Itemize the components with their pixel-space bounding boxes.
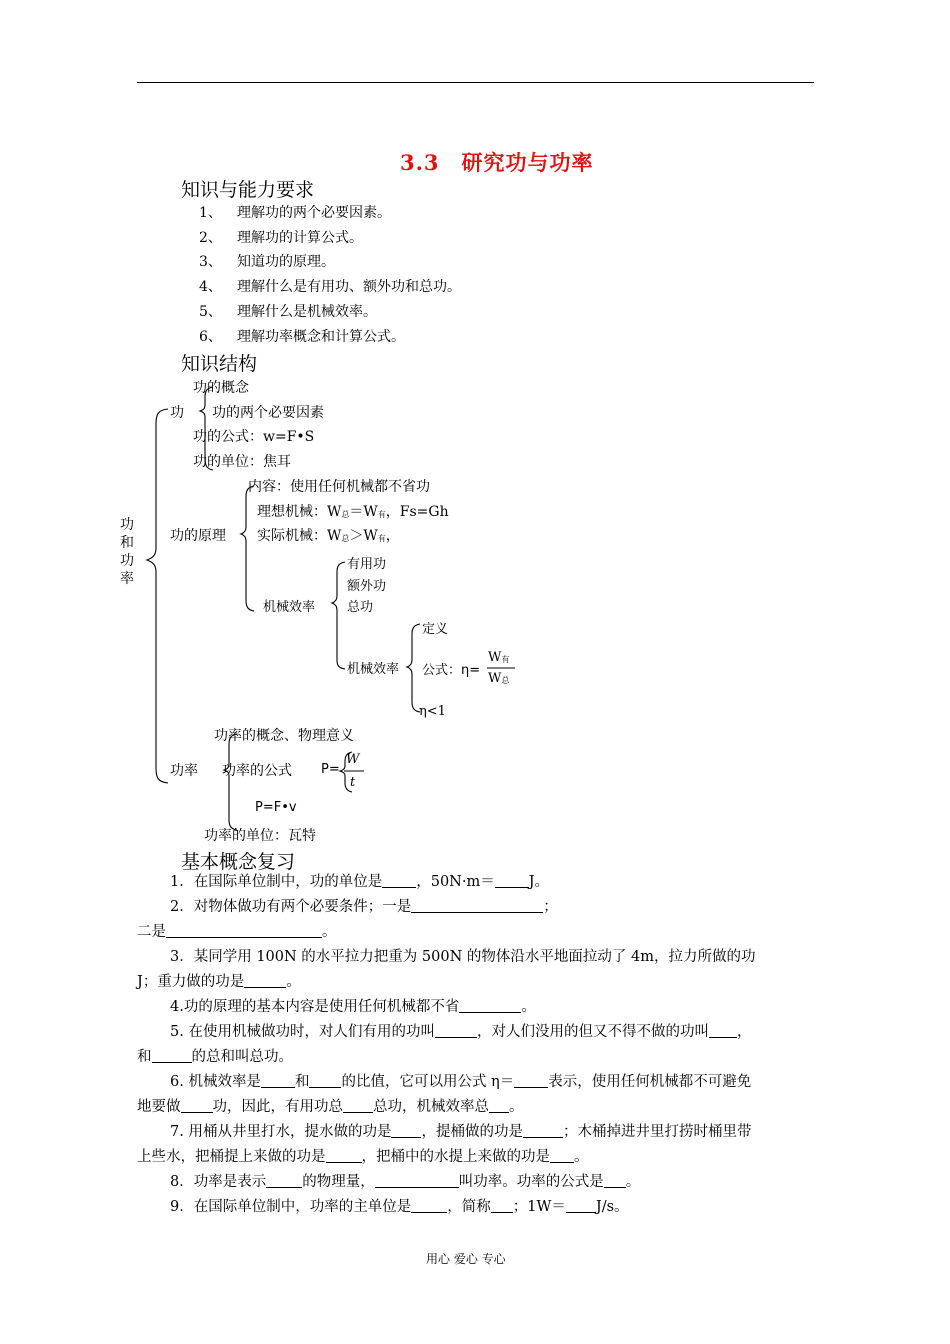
tree-node-power: 功率 [170,763,198,779]
tree-node-work: 功 [170,405,184,421]
tree-leaf: 内容：使用任何机械都不省功 [248,479,430,495]
question-3: 3．某同学用 100N 的水平拉力把重为 500N 的物体沿水平地面拉动了 4m，拉力所做的功 [170,949,756,965]
tree-node-efficiency2: 机械效率 [347,662,400,677]
efficiency2-brace [407,624,420,712]
power-denominator: t [350,775,356,790]
eff-numerator: W有 [488,650,510,665]
tree-leaf: 功率的概念、物理意义 [214,728,354,744]
section-heading-requirements: 知识与能力要求 [181,179,315,201]
tree-leaf: 功的概念 [193,380,249,396]
tree-leaf: 功的两个必要因素 [212,405,324,421]
tree-leaf: 有用功 [347,557,387,572]
tree-leaf: 额外功 [347,579,387,594]
question-5: 5. 在使用机械做功时，对人们有用的功叫 ，对人们没用的但又不得不做的功叫 ， [170,1024,752,1040]
page-footer: 用心 爱心 专心 [426,1252,506,1266]
question-4: 4.功的原理的基本内容是使用任何机械都不省 。 [170,999,536,1015]
section-heading-structure: 知识结构 [181,353,258,375]
question-6-cont: 地要做 功，因此，有用功总 总功，机械效率总 。 [137,1099,524,1115]
question-8: 8．功率是表示 的物理量， 叫功率。功率的公式是 。 [170,1174,641,1190]
tree-leaf: P= [321,762,340,777]
question-1: 1．在国际单位制中，功的单位是 ，50N·m＝ J。 [170,874,550,890]
tree-leaf: P=F•v [255,800,297,815]
efficiency-brace [332,562,345,669]
eff-denominator: W总 [488,671,510,686]
question-2-cont: 二是 。 [137,924,337,940]
tree-leaf-formula: 公式：η= [422,663,481,678]
tree-root-label: 功和功率 [120,517,134,587]
question-6: 6. 机械效率是 和 的比值，它可以用公式 η＝ 表示，使用任何机械都不可避免 [170,1074,752,1090]
tree-leaf: 总功 [347,600,374,615]
list-item: 4、 理解什么是有用功、额外功和总功。 [199,279,461,295]
question-3-cont: J；重力做的功是 。 [137,974,301,990]
list-item: 5、 理解什么是机械效率。 [199,304,377,320]
question-2: 2．对物体做功有两个必要条件；一是 ； [170,899,558,915]
principle-brace [241,486,254,611]
question-7-cont: 上些水，把桶提上来做的功是 ，把桶中的水提上来做的功是 。 [137,1149,589,1165]
tree-leaf: 功的单位：焦耳 [193,454,291,470]
page-title: 3.3 研究功与功率 [400,150,594,175]
list-item: 1、 理解功的两个必要因素。 [199,205,391,221]
tree-leaf: 定义 [422,622,449,637]
tree-node-efficiency: 机械效率 [263,600,316,615]
tree-leaf: 功的公式：w=F•S [193,429,315,445]
question-5-cont: 和 的总和叫总功。 [137,1049,293,1065]
tree-leaf-ideal: 理想机械：W总＝W有，Fs=Gh [257,504,449,520]
tree-leaf-actual: 实际机械：W总＞W有， [257,528,400,544]
power-numerator: W [346,752,360,767]
power-brace [224,734,237,830]
tree-leaf: η<1 [419,704,446,719]
list-item: 2、 理解功的计算公式。 [199,230,363,246]
question-9: 9．在国际单位制中，功率的主单位是 ，简称 ；1W＝ J/s。 [170,1199,629,1215]
section-heading-review: 基本概念复习 [181,851,296,873]
tree-node-principle: 功的原理 [170,528,226,544]
list-item: 6、 理解功率概念和计算公式。 [199,329,405,345]
tree-leaf: 功率的单位：瓦特 [204,828,316,844]
question-7: 7. 用桶从井里打水，提水做的功是 ，提桶做的功是 ；木桶掉进井里打捞时桶里带 [170,1124,752,1140]
list-item: 3、 知道功的原理。 [199,254,335,270]
root-brace [147,409,168,783]
tree-leaf: 功率的公式 [222,763,292,779]
